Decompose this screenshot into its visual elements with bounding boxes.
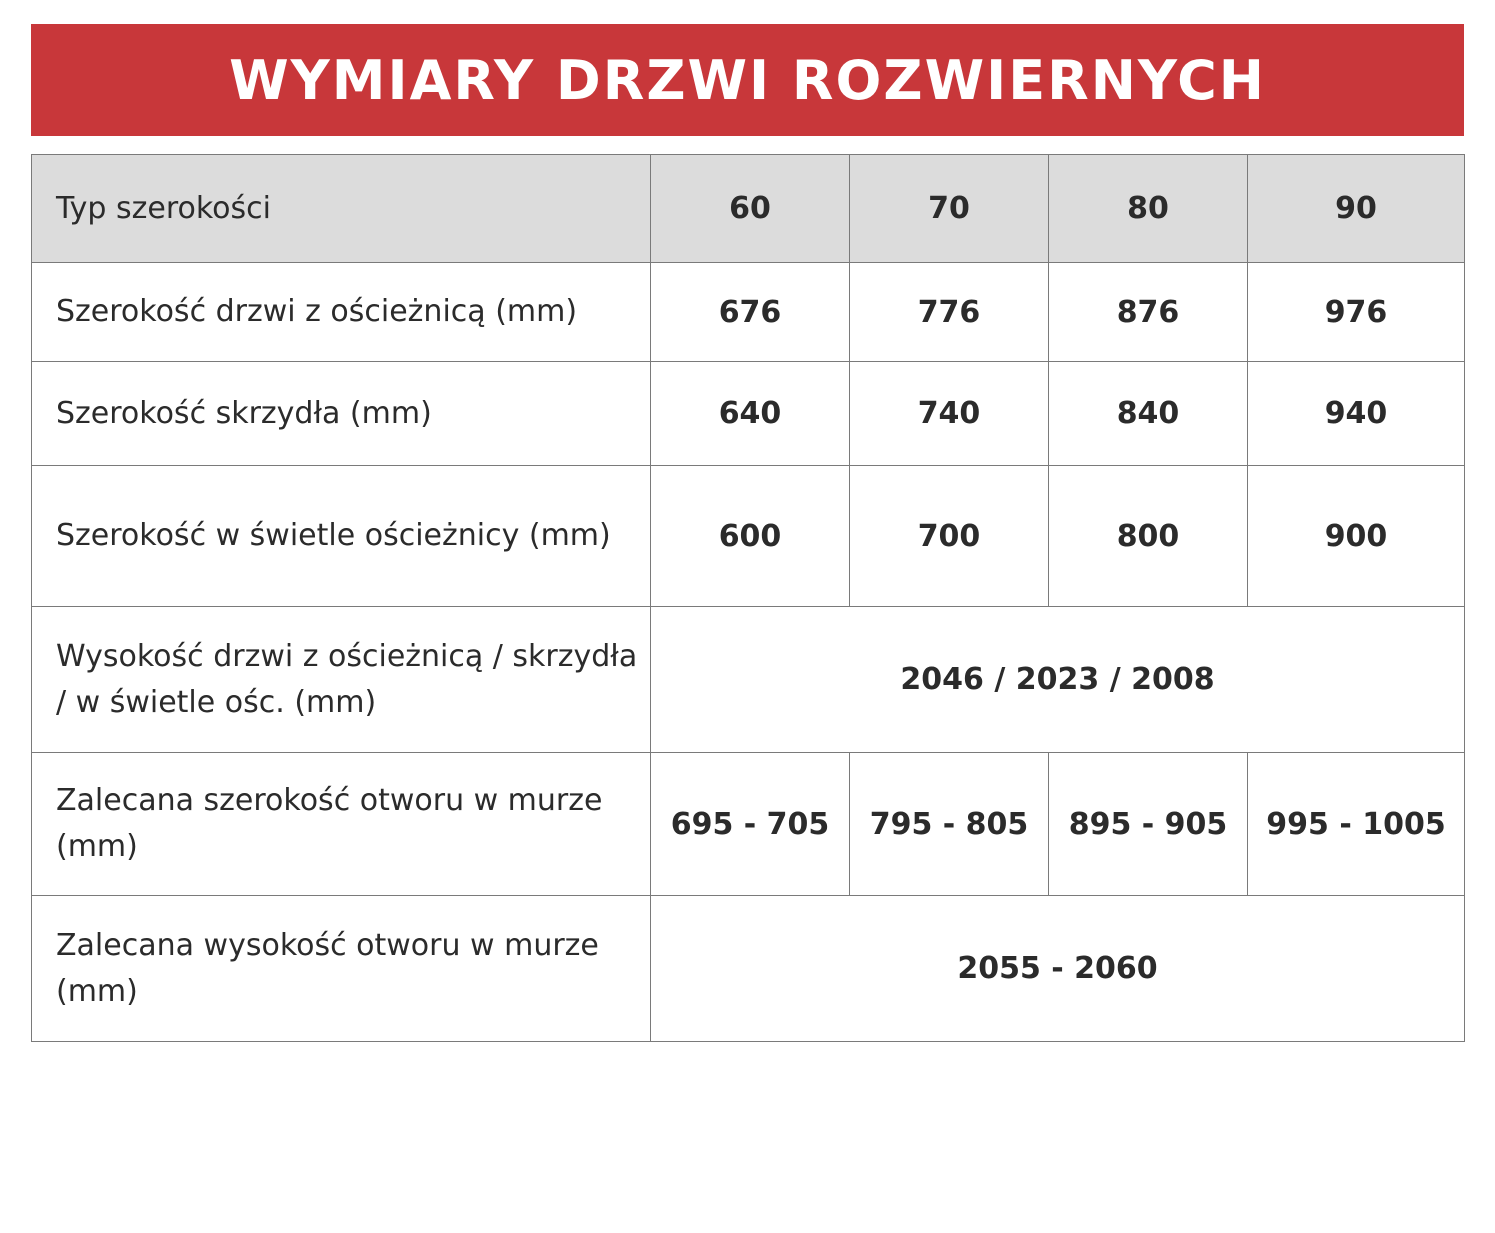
row-label: Szerokość skrzydła (mm)	[32, 362, 651, 466]
cell-value: 895 - 905	[1049, 753, 1248, 896]
table-row	[32, 753, 1465, 896]
cell-value: 900	[1248, 466, 1465, 607]
header-value: 70	[850, 155, 1049, 263]
cell-value: 640	[651, 362, 850, 466]
header-value: 60	[651, 155, 850, 263]
row-label: Wysokość drzwi z ościeżnicą / skrzydła / w świetle ośc. (mm)	[32, 607, 651, 753]
cell-value: 700	[850, 466, 1049, 607]
header-label: Typ szerokości	[32, 155, 651, 263]
cell-value: 600	[651, 466, 850, 607]
cell-value: 995 - 1005	[1248, 753, 1465, 896]
header-value: 90	[1248, 155, 1465, 263]
row-label: Szerokość drzwi z ościeżnicą (mm)	[32, 263, 651, 362]
cell-value: 776	[850, 263, 1049, 362]
cell-value: 676	[651, 263, 850, 362]
cell-value: 876	[1049, 263, 1248, 362]
merged-cell-value: 2046 / 2023 / 2008	[651, 607, 1465, 753]
cell-value: 840	[1049, 362, 1248, 466]
table-header-row	[32, 155, 1465, 263]
table-row	[32, 362, 1465, 466]
header-value: 80	[1049, 155, 1248, 263]
table-row	[32, 607, 1465, 753]
cell-value: 976	[1248, 263, 1465, 362]
row-label: Szerokość w świetle ościeżnicy (mm)	[32, 466, 651, 607]
row-label: Zalecana wysokość otworu w murze (mm)	[32, 896, 651, 1042]
table-row	[32, 896, 1465, 1042]
table-row	[32, 263, 1465, 362]
cell-value: 795 - 805	[850, 753, 1049, 896]
cell-value: 940	[1248, 362, 1465, 466]
page-title: WYMIARY DRZWI ROZWIERNYCH	[229, 48, 1266, 112]
row-label: Zalecana szerokość otworu w murze (mm)	[32, 753, 651, 896]
table-row	[32, 466, 1465, 607]
cell-value: 740	[850, 362, 1049, 466]
cell-value: 800	[1049, 466, 1248, 607]
title-banner	[31, 24, 1464, 136]
cell-value: 695 - 705	[651, 753, 850, 896]
dimensions-table	[31, 154, 1465, 1042]
merged-cell-value: 2055 - 2060	[651, 896, 1465, 1042]
